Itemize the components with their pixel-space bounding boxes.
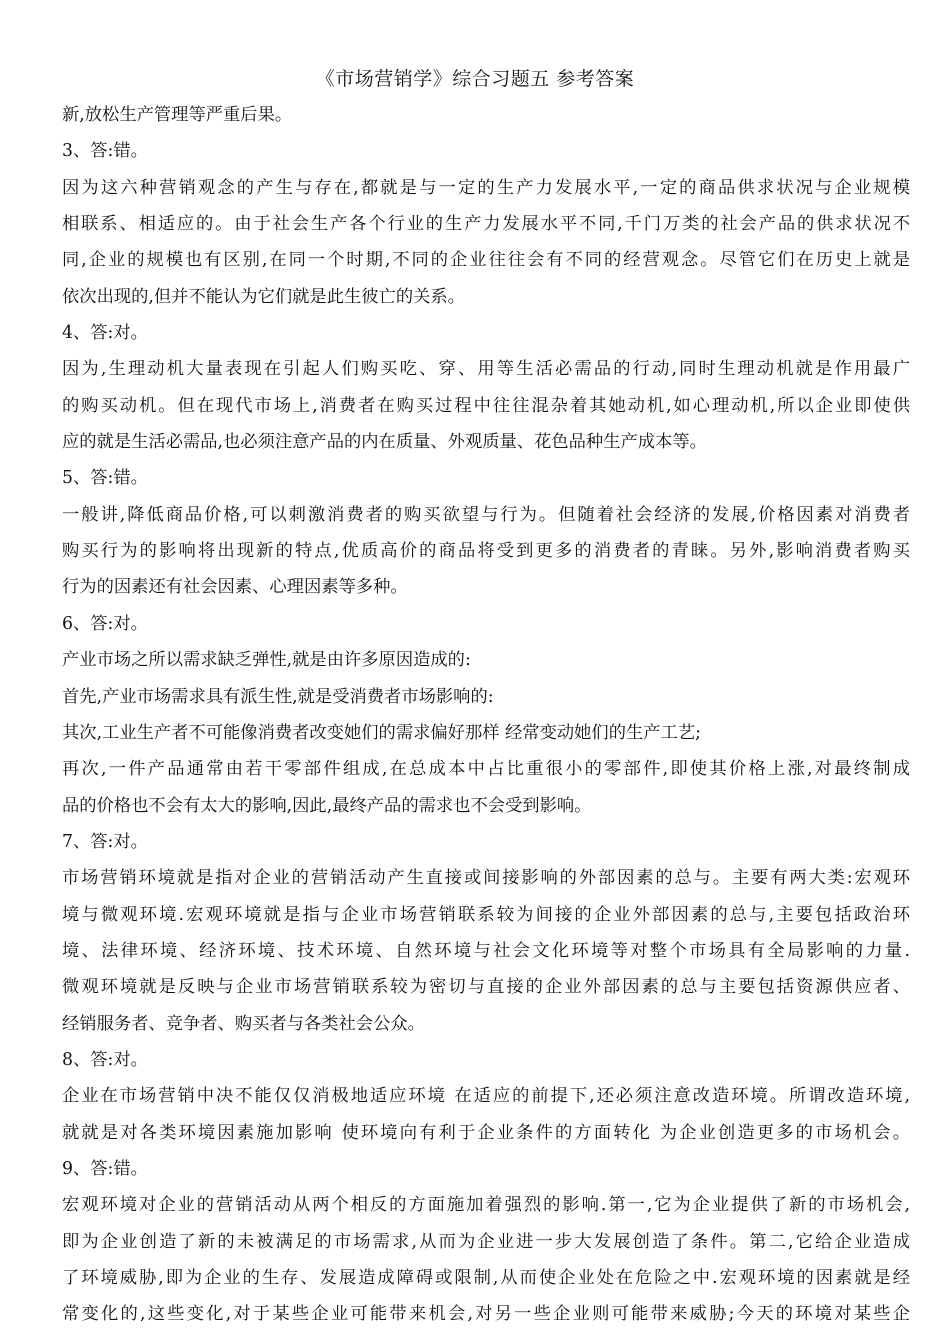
- text-line: 因为,生理动机大量表现在引起人们购买吃、穿、用等生活必需品的行动,同时生理动机就是作用最广: [62, 359, 910, 380]
- text-line: 经销服务者、竞争者、购买者与各类社会公众。: [62, 1013, 425, 1034]
- text-line: 行为的因素还有社会因素、心理因素等多种。: [62, 577, 408, 598]
- text-line: 购买行为的影响将出现新的特点,优质高价的商品将受到更多的消费者的青睐。另外,影响消费者购买: [62, 541, 910, 562]
- text-line: 4、答:对。: [62, 323, 148, 344]
- text-line: 8、答:对。: [62, 1049, 148, 1070]
- text-line: 即为企业创造了新的未被满足的市场需求,从而为企业进一步大发展创造了条件。第二,它给企业造成: [62, 1231, 910, 1252]
- text-line: 因为这六种营销观念的产生与存在,都就是与一定的生产力发展水平,一定的商品供求状况与企业规模: [62, 177, 910, 198]
- text-line: 常变化的,这些变化,对于某些企业可能带来机会,对另一些企业则可能带来威胁;今天的环境对某些企: [62, 1304, 910, 1325]
- text-line: 的购买动机。但在现代市场上,消费者在购买过程中往往混杂着其她动机,如心理动机,所以企业即使供: [62, 395, 910, 416]
- text-line: 9、答:错。: [62, 1158, 148, 1179]
- text-line: 新,放松生产管理等严重后果。: [62, 105, 293, 125]
- document-body: [62, 97, 910, 1333]
- text-line: 依次出现的,但并不能认为它们就是此生彼亡的关系。: [62, 286, 465, 307]
- text-line: 就就是对各类环境因素施加影响 使环境向有利于企业条件的方面转化 为企业创造更多的市场机会。: [62, 1122, 910, 1143]
- text-line: 企业在市场营销中决不能仅仅消极地适应环境 在适应的前提下,还必须注意改造环境。所谓改造环境,: [62, 1086, 910, 1107]
- text-line: 品的价格也不会有太大的影响,因此,最终产品的需求也不会受到影响。: [62, 795, 592, 816]
- text-line: 了环境威胁,即为企业的生存、发展造成障碍或限制,从而使企业处在危险之中.宏观环境的因素就是经: [62, 1268, 910, 1288]
- document-title: 《市场营销学》综合习题五 参考答案: [315, 68, 635, 90]
- text-line: 首先,产业市场需求具有派生性,就是受消费者市场影响的:: [62, 686, 494, 707]
- text-line: 7、答:对。: [62, 831, 148, 852]
- text-line: 境、法律环境、经济环境、技术环境、自然环境与社会文化环境等对整个市场具有全局影响的力量.: [62, 940, 910, 961]
- text-line: 相联系、相适应的。由于社会生产各个行业的生产力发展水平不同,千门万类的社会产品的供求状况不: [62, 214, 910, 235]
- text-line: 微观环境就是反映与企业市场营销联系较为密切与直接的企业外部因素的总与主要包括资源供应者、: [62, 977, 910, 998]
- text-line: 一般讲,降低商品价格,可以刺激消费者的购买欲望与行为。但随着社会经济的发展,价格因素对消费者: [62, 504, 910, 525]
- text-line: 再次,一件产品通常由若干零部件组成,在总成本中占比重很小的零部件,即使其价格上涨,对最终制成: [62, 759, 910, 780]
- text-line: 境与微观环境.宏观环境就是指与企业市场营销联系较为间接的企业外部因素的总与,主要包括政治环: [62, 904, 910, 925]
- text-line: 同,企业的规模也有区别,在同一个时期,不同的企业往往会有不同的经营观念。尽管它们在历史上就是: [62, 250, 910, 271]
- text-line: 6、答:对。: [62, 613, 148, 634]
- text-line: 市场营销环境就是指对企业的营销活动产生直接或间接影响的外部因素的总与。主要有两大类:宏观环: [62, 868, 910, 889]
- text-line: 应的就是生活必需品,也必须注意产品的内在质量、外观质量、花色品种生产成本等。: [62, 432, 707, 453]
- text-line: 其次,工业生产者不可能像消费者改变她们的需求偏好那样 经常变动她们的生产工艺;: [62, 722, 701, 743]
- text-line: 5、答:错。: [62, 468, 148, 489]
- text-line: 宏观环境对企业的营销活动从两个相反的方面施加着强烈的影响.第一,它为企业提供了新的市场机会,: [62, 1195, 910, 1216]
- text-line: 产业市场之所以需求缺乏弹性,就是由许多原因造成的:: [62, 650, 471, 671]
- text-line: 3、答:错。: [62, 141, 148, 162]
